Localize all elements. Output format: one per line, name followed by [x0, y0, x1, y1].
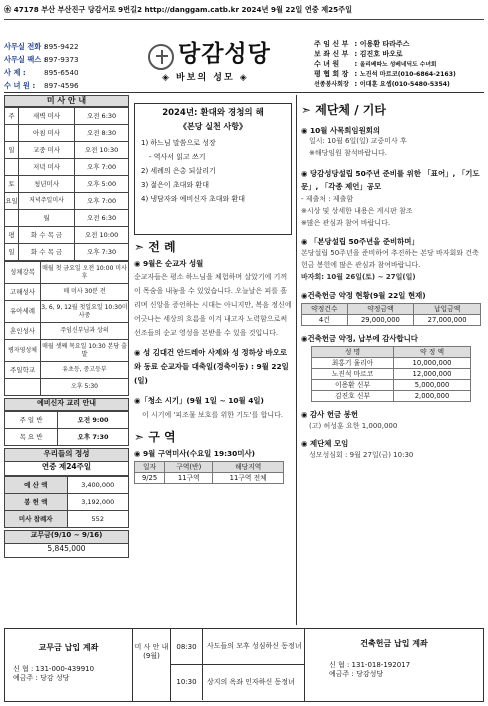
thanks-title: ◉건축헌금 약정, 납부에 감사합니다	[301, 333, 418, 343]
table-row: 최홍기 율리아 10,000,000	[312, 358, 471, 369]
column-divider	[296, 95, 297, 625]
section-title-liturgy: 전 례	[148, 240, 176, 254]
notice-1-line: 일시: 10월 6일(일) 교중미사 후	[309, 137, 407, 146]
table-row: 9/25 11구역 11구역 전체	[135, 472, 284, 483]
building-account-line: 신 협 : 131-018-192017	[329, 661, 411, 669]
groups-section	[301, 103, 484, 460]
mass-schedule	[4, 95, 129, 558]
table-row: 저녁 미사 오후 7:00	[5, 159, 129, 176]
list-item: 4) 냉담자와 예비신자 초대와 환대	[141, 194, 245, 203]
contact-block	[4, 42, 79, 94]
church-motto: ◈ 바보의 성모 ◈	[162, 73, 249, 83]
table-row: 주 일 반 오전 9:00	[5, 412, 129, 429]
footer	[4, 628, 484, 702]
table-row: 유아세례 3, 6, 9, 12월 첫일요일 10:30미사중	[5, 301, 129, 323]
pastoral-year-title: 2024년: 환대와 경청의 해	[162, 108, 264, 118]
table-row: 오후 5:30	[5, 379, 129, 396]
table-row: 미사 참례자 552	[5, 511, 129, 528]
table-header-row: 일자 구역(반) 해당지역	[135, 461, 284, 472]
list-item: 1) 하느님 말씀으로 성장	[141, 138, 216, 147]
fee-value: 5,845,000	[4, 544, 129, 558]
table-row: 토 청년미사 오후 5:00	[5, 176, 129, 193]
pastoral-subtitle: 《본당 실천 사항》	[179, 121, 247, 131]
table-row: 노진석 마르코 12,000,000	[312, 369, 471, 380]
liturgy-item-3-body: 이 시기에 '피조물 보호를 위한 기도'를 합니다.	[142, 410, 284, 419]
pledge-table	[301, 303, 481, 326]
contact-convent: 수 녀 원 : 897-4596	[4, 81, 79, 90]
table-row: 4건 29,000,000 27,000,000	[302, 314, 481, 325]
catechumen-title: 예비신자 교리 안내	[4, 398, 129, 411]
footer-mass-label: 미 사 안 내 (9월)	[133, 629, 171, 701]
fee-label: 교무금(9/10 ~ 9/16)	[4, 530, 129, 544]
pastoral-list	[141, 136, 285, 206]
notice-1-title: ◉ 10월 사목회임원회의	[301, 126, 380, 135]
donation-line: (고) 허성훈 요한 1,000,000	[309, 422, 398, 431]
staff-block	[314, 40, 456, 90]
staff-row: 선종봉사회장 : 이대훈 요셉(010-5480-5354)	[314, 80, 450, 88]
district-title: ◉ 9월 구역미사(수요일 19:30미사)	[134, 448, 255, 458]
notice-2-line: ※많은 관심과 참여 바랍니다.	[301, 219, 391, 228]
section-title-district: 구 역	[148, 429, 176, 444]
table-row: 고해성사 매 미사 30분 전	[5, 284, 129, 301]
table-row: 평 화 수 목 금 오전 10:00	[5, 227, 129, 244]
staff-row: 평 협 회 장 : 노진석 마르코(010-6864-2163)	[314, 70, 456, 78]
church-logo	[148, 40, 308, 86]
staff-row: 주 임 신 부 : 이용환 타라주스	[314, 40, 410, 48]
footer-left	[5, 629, 133, 701]
mass-table	[4, 107, 129, 261]
mass-title: 미 사 안 내	[4, 95, 129, 107]
arrow-icon: ➣	[134, 429, 149, 444]
table-row: 목 요 반 오후 7:30	[5, 429, 129, 446]
cross-icon	[148, 44, 174, 70]
section-title-groups: 제단체 / 기타	[315, 103, 386, 117]
table-row: 월 오전 6:30	[5, 210, 129, 227]
building-account-title: 건축헌금 납입 계좌	[360, 639, 428, 648]
church-name: 당감성당	[178, 40, 271, 67]
notice-3-line: 본당설립 50주년을 준비하여 추진하는 본당 바자회와 건축헌금 봉헌에 많은 관심과 참여바랍니다.	[301, 248, 479, 269]
list-item: 3) 젊은이 초대와 환대	[141, 180, 209, 189]
table-row: 주 새벽 미사 오전 6:30	[5, 108, 129, 125]
fee-account-title: 교무금 납입 계좌	[38, 643, 99, 652]
contact-rectory: 사 제 : 895-6540	[4, 68, 79, 77]
footer-mass-table	[171, 629, 305, 701]
top-address-line: ㊌ 47178 부산 부산진구 당감서로 9번길2 http://danggam.catb.kr 2024년 9월 22일 연중 제25주일	[4, 3, 484, 20]
table-row: 병자영성체 매월 셋째 목요일 10:30 본당 출발	[5, 340, 129, 362]
district-table	[134, 461, 284, 484]
liturgy-item-1-body: 순교자들은 평소 하느님을 체험하며 살았기에 기꺼이 목숨을 내놓을 수 있었습니다. 오늘날은 피를 흘리며 신앙을 증언하는 시대는 아니지만, 복음 정신에 어긋나는 세상의 흐름을 이겨 내고자 노력함으로써 선조들의 순교 영성을 본받을 수 있을 것입니다.	[134, 273, 292, 338]
contact-phone: 사무실 전화 :895-9422	[4, 42, 79, 51]
liturgy-section	[134, 240, 292, 484]
donation-title: ◉ 감사 헌금 봉헌	[301, 410, 359, 419]
offering-table	[4, 476, 129, 528]
notice-2-title: ◉ 당감성당설립 50주년 준비를 위한 「표어」, 「기도문」, 「각종 제언」공모	[301, 169, 480, 192]
table-row: 성체강복 매월 첫 금요일 오전 10:00 미사후	[5, 262, 129, 284]
liturgy-item-2-title: ◉ 성 김대건 안드레아 사제와 성 정하상 바오로와 동료 순교자들 대축일(경축이동) : 9월 22일(일)	[134, 348, 289, 386]
staff-row: 수 녀 원 : 올리베따노 성베네딕도 수녀회	[314, 60, 437, 68]
thanks-table	[311, 346, 471, 402]
table-header-row: 성 명 약 정 액	[312, 347, 471, 358]
table-row: 요일 저녁주일미사 오후 7:00	[5, 193, 129, 210]
table-row: 아침 미사 오전 8:30	[5, 125, 129, 142]
table-row: 봉 헌 액 3,192,000	[5, 494, 129, 511]
table-row: 10:30 상지의 옥좌 인자하신 동정녀	[171, 665, 304, 700]
notice-1-line: ※해당임원 참석바랍니다.	[309, 149, 387, 158]
staff-row: 보 좌 신 부 : 김진호 바오로	[314, 50, 403, 58]
catechumen-table	[4, 411, 129, 446]
pastoral-box	[134, 103, 292, 235]
offering-week: 연중 제24주일	[4, 462, 129, 476]
table-header-row: 약정건수 약정금액 납입금액	[302, 303, 481, 314]
header-divider	[4, 92, 484, 93]
notice-3-line: 바자회: 10월 26일(토) ~ 27일(일)	[301, 272, 416, 281]
special-table	[4, 261, 129, 396]
table-row: 일 화 수 목 금 오후 7:30	[5, 244, 129, 261]
table-row: 혼인성사 주임신부님과 상의	[5, 323, 129, 340]
fee-account-line: 신 협 : 131-000-439910	[13, 665, 95, 673]
group-meeting-line: 성모성심회 : 9월 27일(금) 10:30	[309, 451, 414, 460]
fee-account-holder: 예금주 : 당감 성당	[13, 673, 70, 682]
liturgy-item-1-title: ◉ 9월은 순교자 성월	[134, 259, 204, 268]
table-row: 주일학교 유초등, 중고등부	[5, 362, 129, 379]
pledge-title: ◉건축헌금 약정 현황(9월 22일 현재)	[301, 290, 426, 300]
liturgy-item-3-title: ◉「청소 시기」(9월 1일 ~ 10월 4일)	[134, 396, 264, 406]
arrow-icon: ➣	[134, 240, 149, 254]
notice-2-line: - 제출처 : 제출함	[301, 195, 354, 204]
table-row: 일 교중 미사 오전 10:30	[5, 142, 129, 159]
group-meeting-title: ◉ 제단체 모임	[301, 439, 349, 448]
list-item: - 역사서 읽고 쓰기	[149, 152, 206, 161]
notice-3-title: ◉ 「본당설립 50주년을 준비하며」	[301, 237, 419, 247]
contact-fax: 사무실 팩스 :897-9373	[4, 55, 79, 64]
table-row: 김진호 신부 2,000,000	[312, 391, 471, 402]
table-row: 08:30 사도들의 모후 성심하신 동정녀	[171, 629, 304, 665]
table-row: 이용환 신부 5,000,000	[312, 380, 471, 391]
footer-right	[305, 629, 483, 701]
building-account-holder: 예금주 : 당감성당	[329, 669, 384, 678]
offering-title: 우리들의 정성	[4, 448, 129, 462]
notice-2-line: ※시상 및 상세한 내용은 게시판 참조	[301, 207, 413, 216]
arrow-icon: ➣	[301, 103, 316, 117]
table-row: 예 산 액 3,400,000	[5, 477, 129, 494]
list-item: 2) 세례의 은총 되살리기	[141, 166, 216, 175]
